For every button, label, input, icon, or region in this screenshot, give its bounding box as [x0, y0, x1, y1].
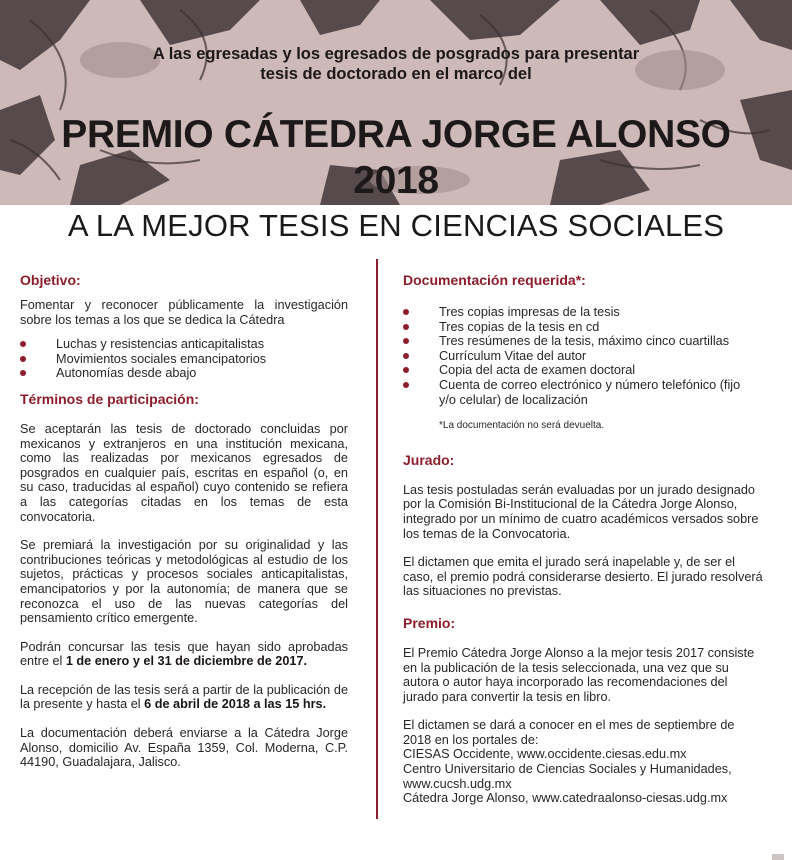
terminos-paragraph-3	[20, 640, 348, 669]
documentacion-list	[403, 305, 765, 407]
list-item	[20, 337, 348, 352]
jurado-heading: Jurado:	[403, 451, 455, 468]
bullet-icon	[403, 382, 409, 388]
premio-paragraph-1: El Premio Cátedra Jorge Alonso a la mejor tesis 2017 consiste en la publicación de la tesis seleccionada, una vez que su autora o autor haya incorporado las recomendaciones del jurado para convertir la tesis en libro.	[403, 645, 755, 704]
list-item-text: Cuenta de correo electrónico y número telefónico (fijo y/o celular) de localización	[439, 377, 741, 407]
list-item	[403, 363, 765, 378]
right-column	[403, 272, 765, 806]
terminos-paragraph-2: Se premiará la investigación por su originalidad y las contribuciones teóricas y metodológicas al estudio de los sujetos, prácticas y procesos sociales anticapitalistas, emancipatorios y por la autonomía; de manera que se reconozca el uso de las nuevas categorías del pensamiento crítico emergente.	[20, 538, 348, 626]
jurado-paragraph-2: El dictamen que emita el jurado será inapelable y, de ser el caso, el premio podrá considerarse desierto. El jurado resolverá las situaciones no previstas.	[403, 555, 763, 599]
award-subtitle: A LA MEJOR TESIS EN CIENCIAS SOCIALES	[67, 208, 725, 243]
column-divider	[376, 259, 378, 819]
dates-bold: 1 de enero y el 31 de diciembre de 2017.	[65, 654, 308, 669]
premio-heading: Premio:	[403, 614, 456, 631]
premio-paragraph-2	[403, 718, 765, 806]
list-item-text: Tres resúmenes de la tesis, máximo cinco cuartillas	[439, 334, 730, 349]
list-item-text: Tres copias impresas de la tesis	[439, 305, 620, 319]
portal-cucsh: Centro Universitario de Ciencias Sociales y Humanidades, www.cucsh.udg.mx	[403, 762, 732, 791]
list-item	[403, 305, 765, 320]
bullet-icon	[403, 353, 409, 359]
bullet-icon	[403, 324, 409, 330]
list-item	[20, 352, 348, 367]
portal-ciesas: CIESAS Occidente, www.occidente.ciesas.edu.mx	[403, 747, 687, 762]
list-item-text: Autonomías desde abajo	[56, 366, 197, 381]
terminos-paragraph-4	[20, 683, 348, 712]
bullet-icon	[403, 309, 409, 315]
list-item-text: Copia del acta de examen doctoral	[439, 363, 636, 378]
list-item	[20, 366, 348, 381]
list-item-text: Luchas y resistencias anticapitalistas	[56, 337, 265, 352]
portal-catedra: Cátedra Jorge Alonso, www.catedraalonso-ciesas.udg.mx	[403, 791, 728, 806]
deadline-bold: 6 de abril de 2018 a las 15 hrs.	[144, 697, 327, 712]
bullet-icon	[403, 338, 409, 344]
award-title	[0, 112, 792, 204]
deadline-text: La recepción de las tesis será a partir de la publicación de la presente y hasta el	[20, 682, 348, 712]
dates-text: Podrán concursar las tesis que hayan sido aprobadas entre el	[20, 639, 348, 669]
list-item	[403, 378, 765, 407]
intro-line-2: tesis de doctorado en el marco del	[260, 65, 532, 83]
list-item	[403, 349, 765, 364]
objetivo-text: Fomentar y reconocer públicamente la investigación sobre los temas a los que se dedica la Cátedra	[20, 298, 348, 327]
list-item-text: Currículum Vitae del autor	[439, 348, 587, 363]
list-item	[403, 334, 765, 349]
documentacion-note: *La documentación no será devuelta.	[439, 420, 605, 432]
list-item-text: Tres copias de la tesis en cd	[439, 319, 600, 334]
terminos-paragraph-1: Se aceptarán las tesis de doctorado concluidas por mexicanos y extranjeros en una institución mexicana, como las realizadas por mexicanos egresados de posgrados en cualquier país, escritas en español (o, en su caso, traducidas al español) cuyo contenido se refiera a las categorías citadas en los temas de esta convocatoria.	[20, 421, 348, 524]
bullet-icon	[20, 356, 26, 362]
list-item	[403, 320, 765, 335]
terminos-heading: Términos de participación:	[20, 390, 199, 407]
footer-logo-fragment	[772, 854, 784, 860]
intro-line-1: A las egresadas y los egresados de posgrados para presentar	[152, 45, 640, 63]
terminos-paragraph-5: La documentación deberá enviarse a la Cátedra Jorge Alonso, domicilio Av. España 1359, Col. Moderna, C.P. 44190, Guadalajara, Jalisco.	[20, 726, 348, 770]
left-column	[20, 272, 348, 784]
bullet-icon	[403, 367, 409, 373]
objetivo-list	[20, 337, 348, 381]
intro-text	[0, 44, 792, 84]
list-item-text: Movimientos sociales emancipatorios	[56, 351, 267, 366]
bullet-icon	[20, 341, 26, 347]
documentacion-heading: Documentación requerida*:	[403, 272, 586, 288]
jurado-paragraph-1: Las tesis postuladas serán evaluadas por un jurado designado por la Comisión Bi-Institucional de la Cátedra Jorge Alonso, integrado por un mínimo de cuatro académicos versados sobre los temas de la Convocatoria.	[403, 482, 759, 541]
bullet-icon	[20, 370, 26, 376]
objetivo-heading: Objetivo:	[20, 272, 81, 288]
award-title-line-1: PREMIO CÁTEDRA JORGE ALONSO	[61, 113, 731, 156]
award-title-year: 2018	[353, 159, 439, 202]
portals-intro: El dictamen se dará a conocer en el mes de septiembre de 2018 en los portales de:	[403, 718, 735, 747]
